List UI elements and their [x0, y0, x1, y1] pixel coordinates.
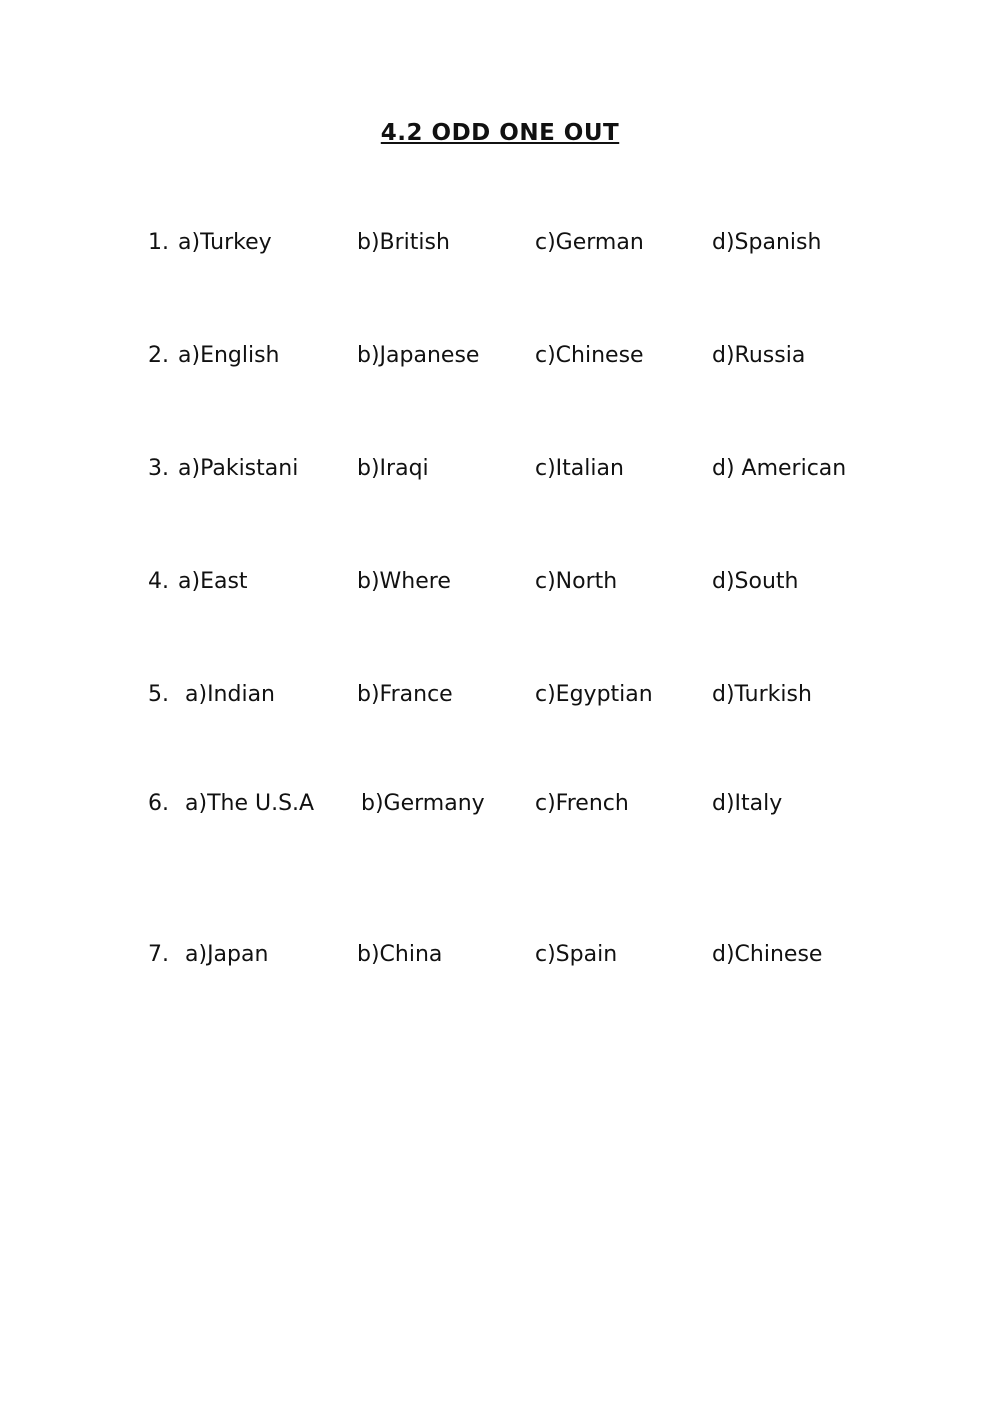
option-d: d)Chinese	[712, 942, 823, 967]
option-b: b)Iraqi	[357, 456, 429, 481]
option-a: a)East	[178, 569, 248, 594]
question-number: 3.	[148, 456, 169, 481]
question-row	[0, 569, 1000, 603]
option-d: d) American	[712, 456, 847, 481]
question-row	[0, 942, 1000, 976]
option-d: d)Russia	[712, 343, 806, 368]
option-c: c)Egyptian	[535, 682, 653, 707]
question-number: 4.	[148, 569, 169, 594]
option-b: b)China	[357, 942, 443, 967]
option-d: d)Turkish	[712, 682, 812, 707]
option-c: c)North	[535, 569, 618, 594]
question-number: 2.	[148, 343, 169, 368]
option-a: a)English	[178, 343, 280, 368]
page-title: 4.2 ODD ONE OUT	[380, 120, 620, 146]
option-a: a)The U.S.A	[185, 791, 315, 816]
question-number: 1.	[148, 230, 169, 255]
option-d: d)Spanish	[712, 230, 822, 255]
question-row	[0, 230, 1000, 264]
option-c: c)German	[535, 230, 644, 255]
option-a: a)Pakistani	[178, 456, 299, 481]
option-a: a)Japan	[185, 942, 269, 967]
option-b: b)British	[357, 230, 450, 255]
question-number: 5.	[148, 682, 169, 707]
option-d: d)South	[712, 569, 799, 594]
question-row	[0, 791, 1000, 825]
option-b: b)Germany	[361, 791, 485, 816]
question-number: 6.	[148, 791, 169, 816]
option-b: b)Japanese	[357, 343, 480, 368]
option-d: d)Italy	[712, 791, 783, 816]
option-a: a)Turkey	[178, 230, 272, 255]
option-b: b)Where	[357, 569, 451, 594]
option-c: c)Italian	[535, 456, 624, 481]
question-row	[0, 456, 1000, 490]
question-row	[0, 343, 1000, 377]
option-b: b)France	[357, 682, 453, 707]
option-a: a)Indian	[185, 682, 275, 707]
question-row	[0, 682, 1000, 716]
option-c: c)Spain	[535, 942, 618, 967]
option-c: c)French	[535, 791, 629, 816]
question-number: 7.	[148, 942, 169, 967]
option-c: c)Chinese	[535, 343, 644, 368]
